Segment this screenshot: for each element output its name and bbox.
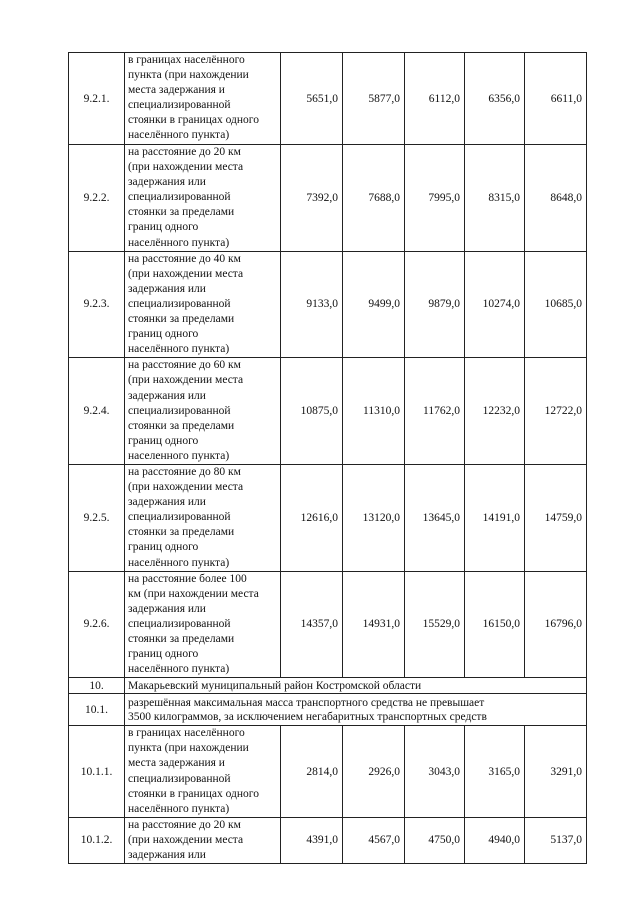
value-cell: 5137,0 bbox=[525, 817, 587, 863]
row-description: на расстояние до 20 км (при нахождении места задержания или специализированной стоянки за пределами границ одного населённого пункта) bbox=[128, 146, 244, 249]
region-name: Макарьевский муниципальный район Костромской области bbox=[125, 678, 587, 694]
value-cell: 2926,0 bbox=[343, 726, 405, 818]
value-cell: 12616,0 bbox=[281, 464, 343, 571]
row-code: 9.2.1. bbox=[69, 53, 125, 145]
value-cell: 15529,0 bbox=[405, 571, 465, 678]
region-row bbox=[69, 678, 587, 694]
value-cell: 2814,0 bbox=[281, 726, 343, 818]
value-cell: 9499,0 bbox=[343, 251, 405, 358]
value-cell: 3165,0 bbox=[465, 726, 525, 818]
table-row bbox=[69, 53, 587, 145]
category-description: разрешённая максимальная масса транспортного средства не превышает 3500 килограммов, за исключением негабаритных транспортных средств bbox=[128, 696, 487, 723]
value-cell: 14759,0 bbox=[525, 464, 587, 571]
tariff-table bbox=[68, 52, 587, 864]
value-cell: 13645,0 bbox=[405, 464, 465, 571]
value-cell: 14191,0 bbox=[465, 464, 525, 571]
row-description: на расстояние более 100 км (при нахождении места задержания или специализированной стоянки за пределами границ одного населённого пункта) bbox=[128, 572, 259, 676]
row-description: на расстояние до 60 км (при нахождении места задержания или специализированной стоянки за пределами границ одного населенного пункта) bbox=[128, 359, 244, 462]
category-code: 10.1. bbox=[69, 694, 125, 726]
row-code: 9.2.3. bbox=[69, 251, 125, 358]
value-cell: 4940,0 bbox=[465, 817, 525, 863]
row-code: 9.2.4. bbox=[69, 358, 125, 465]
value-cell: 7688,0 bbox=[343, 145, 405, 252]
table-row bbox=[69, 251, 587, 358]
value-cell: 8648,0 bbox=[525, 145, 587, 252]
value-cell: 8315,0 bbox=[465, 145, 525, 252]
table-row bbox=[69, 358, 587, 465]
value-cell: 13120,0 bbox=[343, 464, 405, 571]
value-cell: 3291,0 bbox=[525, 726, 587, 818]
table-row bbox=[69, 145, 587, 252]
row-code: 10.1.2. bbox=[69, 817, 125, 863]
row-description: в границах населённого пункта (при нахождении места задержания и специализированной стоянки в границах одного населённого пункта) bbox=[128, 727, 259, 815]
value-cell: 4391,0 bbox=[281, 817, 343, 863]
value-cell: 6112,0 bbox=[405, 53, 465, 145]
table-row bbox=[69, 726, 587, 818]
value-cell: 12722,0 bbox=[525, 358, 587, 465]
table-row bbox=[69, 571, 587, 678]
row-code: 9.2.2. bbox=[69, 145, 125, 252]
value-cell: 16150,0 bbox=[465, 571, 525, 678]
value-cell: 10875,0 bbox=[281, 358, 343, 465]
row-description: на расстояние до 40 км (при нахождении места задержания или специализированной стоянки за пределами границ одного населённого пункта) bbox=[128, 252, 244, 356]
value-cell: 14931,0 bbox=[343, 571, 405, 678]
row-code: 9.2.6. bbox=[69, 571, 125, 678]
value-cell: 6611,0 bbox=[525, 53, 587, 145]
table-row bbox=[69, 817, 587, 863]
value-cell: 4567,0 bbox=[343, 817, 405, 863]
region-code: 10. bbox=[69, 678, 125, 694]
row-description: на расстояние до 80 км (при нахождении места задержания или специализированной стоянки за пределами границ одного населённого пункта) bbox=[128, 465, 244, 569]
row-code: 10.1.1. bbox=[69, 726, 125, 818]
row-code: 9.2.5. bbox=[69, 464, 125, 571]
value-cell: 11310,0 bbox=[343, 358, 405, 465]
value-cell: 4750,0 bbox=[405, 817, 465, 863]
value-cell: 6356,0 bbox=[465, 53, 525, 145]
value-cell: 7995,0 bbox=[405, 145, 465, 252]
value-cell: 3043,0 bbox=[405, 726, 465, 818]
value-cell: 10685,0 bbox=[525, 251, 587, 358]
value-cell: 5651,0 bbox=[281, 53, 343, 145]
value-cell: 9879,0 bbox=[405, 251, 465, 358]
value-cell: 5877,0 bbox=[343, 53, 405, 145]
row-description: в границах населённого пункта (при нахождении места задержания и специализированной стоянки в границах одного населённого пункта) bbox=[128, 54, 259, 142]
value-cell: 14357,0 bbox=[281, 571, 343, 678]
value-cell: 16796,0 bbox=[525, 571, 587, 678]
value-cell: 7392,0 bbox=[281, 145, 343, 252]
value-cell: 11762,0 bbox=[405, 358, 465, 465]
category-row bbox=[69, 694, 587, 726]
table-row bbox=[69, 464, 587, 571]
value-cell: 9133,0 bbox=[281, 251, 343, 358]
row-description: на расстояние до 20 км (при нахождении места задержания или bbox=[128, 818, 244, 862]
value-cell: 12232,0 bbox=[465, 358, 525, 465]
value-cell: 10274,0 bbox=[465, 251, 525, 358]
